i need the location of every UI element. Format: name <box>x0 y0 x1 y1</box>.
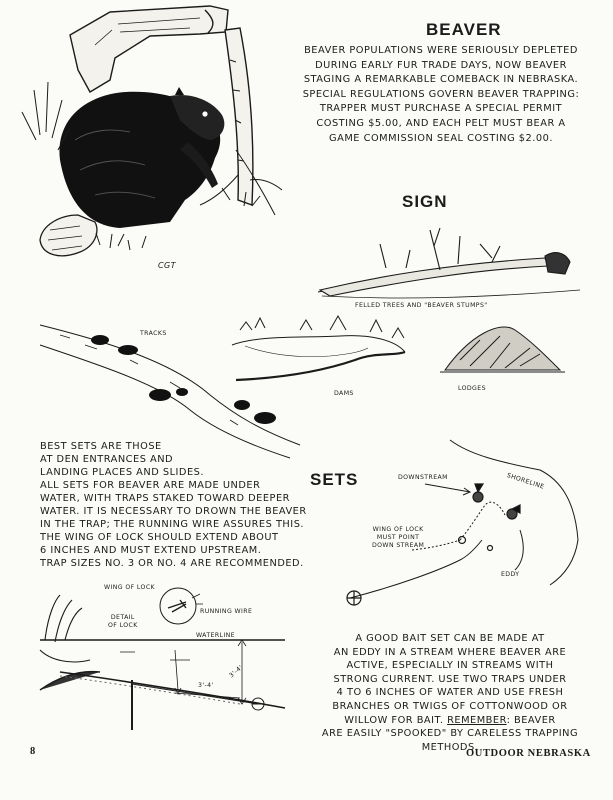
bait-line: ARE EASILY "SPOOKED" BY CARELESS TRAPPING <box>321 728 579 740</box>
beaver-line: GAME COMMISSION SEAL COSTING $2.00. <box>329 132 553 144</box>
beaver-line: SPECIAL REGULATIONS GOVERN BEAVER TRAPPING: <box>302 88 580 100</box>
beaver-title: BEAVER <box>426 20 502 39</box>
label-eddy: EDDY <box>501 571 520 578</box>
label-depth: 3'-4' <box>228 664 245 680</box>
sets-title: SETS <box>310 470 359 489</box>
best-sets-line: IN THE TRAP; THE RUNNING WIRE ASSURES THIS. <box>40 519 305 530</box>
caption-felled-trees: FELLED TREES AND "BEAVER STUMPS" <box>355 302 488 309</box>
best-sets-line: THE WING OF LOCK SHOULD EXTEND ABOUT <box>40 532 279 543</box>
best-sets-line: WATER, WITH TRAPS STAKED TOWARD DEEPER <box>40 493 290 504</box>
beaver-line: DURING EARLY FUR TRADE DAYS, NOW BEAVER <box>315 59 567 71</box>
sign-title: SIGN <box>402 192 448 211</box>
label-detail-line: OF LOCK <box>108 622 138 629</box>
best-sets-line: WATER. IT IS NECESSARY TO DROWN THE BEAVER <box>40 506 307 517</box>
bait-line-remember <box>300 714 600 728</box>
bait-line: STRONG CURRENT. USE TWO TRAPS UNDER <box>333 673 567 685</box>
best-sets-line: BEST SETS ARE THOSE <box>40 441 162 452</box>
beaver-line: TRAPPER MUST PURCHASE A SPECIAL PERMIT <box>319 103 563 115</box>
label-running-wire: RUNNING WIRE <box>200 608 253 615</box>
bait-line: BRANCHES OR TWIGS OF COTTONWOOD OR <box>332 700 568 712</box>
remember-rest: : BEAVER <box>506 714 556 726</box>
label-distance: 3'-4' <box>198 682 214 689</box>
page-number: 8 <box>30 746 36 757</box>
label-detail-of-lock <box>108 614 138 630</box>
bait-line: WILLOW FOR BAIT. <box>344 714 444 726</box>
best-sets-line: ALL SETS FOR BEAVER ARE MADE UNDER <box>40 480 261 491</box>
best-sets-line: AT DEN ENTRANCES AND <box>40 454 174 465</box>
best-sets-line: LANDING PLACES AND SLIDES. <box>40 467 204 478</box>
label-shoreline: SHORELINE <box>505 472 546 491</box>
beaver-line: COSTING $5.00, AND EACH PELT MUST BEAR A <box>316 117 566 129</box>
label-wing-lock-line: MUST POINT <box>376 534 420 541</box>
bait-line: METHODS. <box>421 741 479 753</box>
caption-dams: DAMS <box>334 390 354 397</box>
label-wing-of-lock: WING OF LOCK <box>104 584 156 591</box>
caption-lodges: LODGES <box>458 385 486 392</box>
label-waterline: WATERLINE <box>196 632 235 639</box>
label-detail-line: DETAIL <box>110 614 135 621</box>
best-sets-line: 6 INCHES AND MUST EXTEND UPSTREAM. <box>40 545 262 556</box>
bait-line: ACTIVE, ESPECIALLY IN STREAMS WITH <box>346 660 554 672</box>
bait-set-paragraph <box>300 632 600 754</box>
artist-initials: CGT <box>158 261 176 270</box>
detail-of-lock-circle <box>160 588 196 624</box>
remember-label: REMEMBER <box>447 714 507 726</box>
best-sets-line: TRAP SIZES NO. 3 OR NO. 4 ARE RECOMMENDED. <box>40 558 304 569</box>
caption-tracks: TRACKS <box>140 330 167 337</box>
label-wing-lock-line: WING OF LOCK <box>372 526 424 533</box>
label-downstream: DOWNSTREAM <box>398 474 448 481</box>
bait-line: A GOOD BAIT SET CAN BE MADE AT <box>355 633 545 644</box>
beaver-line: STAGING A REMARKABLE COMEBACK IN NEBRASKA. <box>303 74 579 86</box>
bait-line: 4 TO 6 INCHES OF WATER AND USE FRESH <box>336 687 564 699</box>
bait-line: AN EDDY IN A STREAM WHERE BEAVER ARE <box>333 646 567 658</box>
beaver-line: BEAVER POPULATIONS WERE SERIOUSLY DEPLETED <box>304 45 578 56</box>
label-wing-lock-line: DOWN STREAM <box>372 542 425 549</box>
publication-name: OUTDOOR NEBRASKA <box>466 748 591 759</box>
